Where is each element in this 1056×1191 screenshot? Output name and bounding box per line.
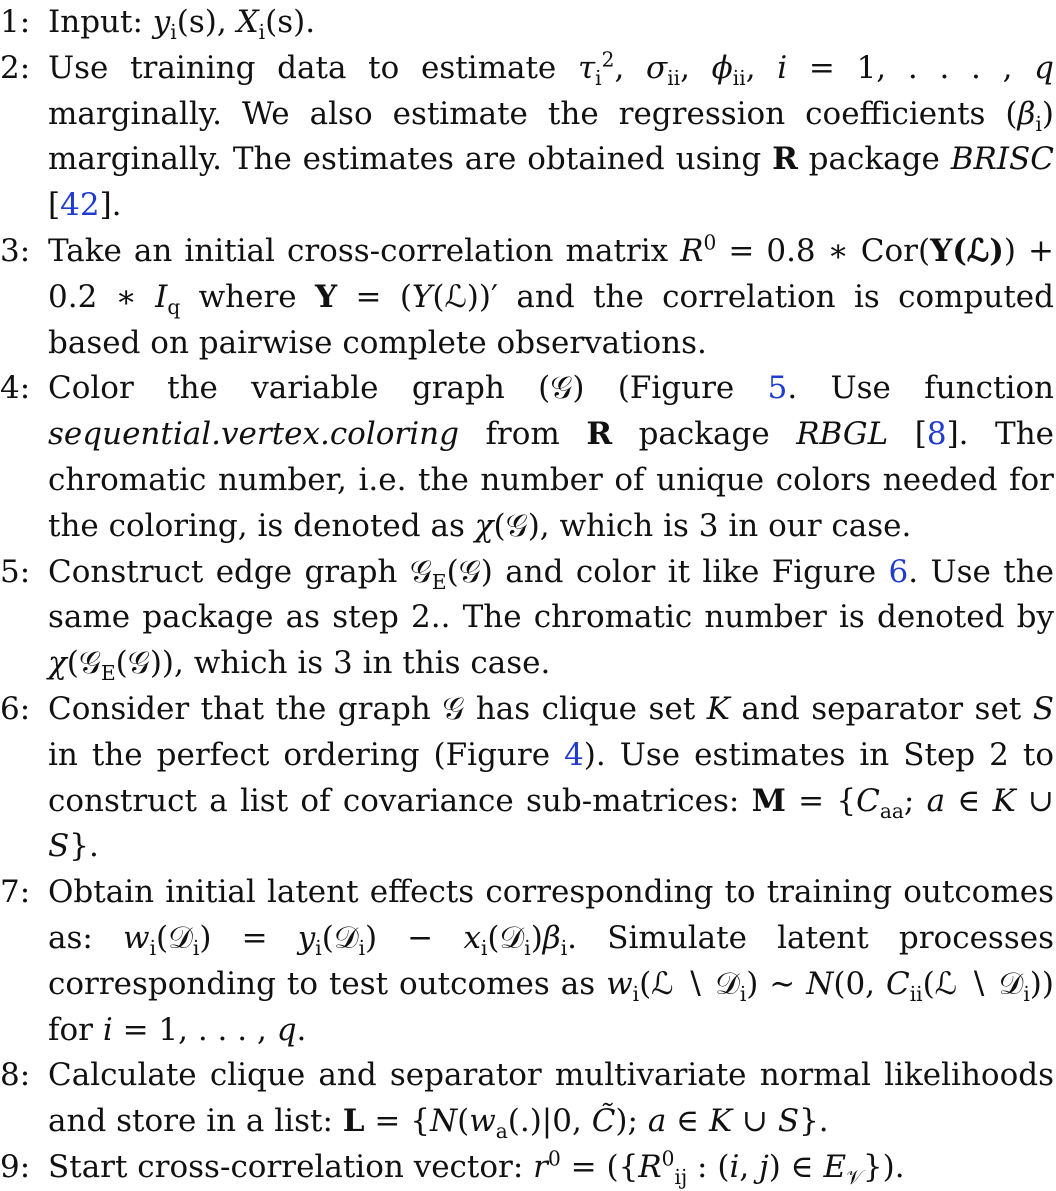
step-text-fragment: i bbox=[1035, 111, 1042, 136]
step-text-fragment: R bbox=[680, 232, 704, 269]
step-text-fragment: S bbox=[777, 1103, 800, 1140]
step-number: 7: bbox=[0, 874, 31, 911]
step-text-fragment: ) + 0.2 ∗ bbox=[48, 232, 1054, 315]
step-text-fragment: β bbox=[542, 919, 561, 956]
step-text-fragment: = { bbox=[364, 1103, 430, 1140]
step-text-fragment: ) bbox=[530, 919, 543, 956]
citation-link[interactable]: 8 bbox=[926, 416, 947, 453]
step-text-fragment: Start cross-correlation vector: bbox=[48, 1148, 534, 1185]
step-text-fragment: (𝒟 bbox=[321, 919, 359, 956]
step-text-fragment: i bbox=[149, 936, 157, 961]
step-text-fragment: 0 bbox=[703, 230, 717, 255]
step-text-fragment: ) marginally. The estimates are obtained using bbox=[48, 95, 1054, 178]
citation-link[interactable]: 4 bbox=[564, 736, 584, 773]
step-text-fragment: aa bbox=[879, 798, 904, 823]
step-text-fragment: q bbox=[167, 294, 181, 319]
step-text-fragment: . bbox=[296, 1011, 307, 1048]
step-text-fragment: , bbox=[745, 49, 778, 86]
step-text-fragment: ) = bbox=[199, 919, 298, 956]
step-text-fragment: . Use the same package as step 2.. The chromatic number is denoted by bbox=[48, 553, 1055, 636]
step-text-fragment: ∈ bbox=[945, 782, 993, 819]
step-text-fragment: ii bbox=[909, 981, 923, 1006]
step-text-fragment: BRISC bbox=[950, 141, 1055, 178]
step-text-fragment: E bbox=[431, 569, 447, 594]
step-text-fragment: . Use function bbox=[787, 370, 1054, 407]
step-text-fragment: (𝒢) and color it like Figure bbox=[446, 553, 889, 590]
step-text-fragment: ∪ bbox=[732, 1103, 778, 1140]
step-text-fragment: K bbox=[708, 1103, 733, 1140]
step-text-fragment: ∈ bbox=[666, 1103, 709, 1140]
algorithm-step bbox=[0, 229, 1054, 366]
step-text-fragment: r bbox=[533, 1148, 548, 1185]
step-text-fragment: ) − bbox=[365, 919, 464, 956]
step-text-fragment: ) bbox=[989, 232, 1004, 269]
step-text-fragment: RBGL bbox=[796, 416, 889, 453]
step-text-fragment: a bbox=[647, 1103, 667, 1140]
step-number: 6: bbox=[0, 690, 31, 727]
step-text-fragment: (0, bbox=[833, 965, 886, 1002]
citation-link[interactable]: 6 bbox=[888, 553, 909, 590]
step-text-fragment: β bbox=[1017, 95, 1036, 132]
step-text-fragment: Y bbox=[314, 278, 338, 315]
step-text-fragment: 2 bbox=[601, 47, 615, 72]
step-text-fragment: ij bbox=[674, 1165, 688, 1190]
step-text-fragment: ). Use estimates in Step 2 to construct a list of covariance sub-matrices: bbox=[48, 736, 1055, 819]
step-text bbox=[48, 1053, 1054, 1145]
step-number: 5: bbox=[0, 553, 31, 590]
step-text-fragment: a bbox=[495, 1119, 508, 1144]
algorithm-step bbox=[0, 1053, 1054, 1145]
step-text-fragment: S bbox=[48, 828, 70, 865]
step-text-fragment: Y bbox=[411, 278, 433, 315]
step-text-fragment: ii bbox=[667, 65, 681, 90]
step-text bbox=[48, 870, 1054, 1053]
step-text-fragment: y bbox=[152, 4, 171, 40]
step-text-fragment: 0 bbox=[661, 1146, 675, 1171]
step-text-fragment: C bbox=[856, 782, 880, 819]
step-text-fragment: (ℒ))′ and the correlation is computed based on pairwise complete observations. bbox=[48, 278, 1054, 361]
step-text-fragment: = 1, . . . , bbox=[787, 49, 1035, 86]
step-text-fragment: x bbox=[463, 919, 481, 956]
step-text-fragment: M bbox=[751, 782, 786, 819]
step-number: 9: bbox=[0, 1148, 31, 1185]
step-text-fragment: K bbox=[706, 690, 730, 727]
step-text-fragment: )) for bbox=[48, 965, 1054, 1048]
step-text-fragment: , bbox=[739, 1148, 760, 1185]
step-text-fragment: , bbox=[680, 49, 712, 86]
step-text-fragment: ∪ bbox=[1015, 782, 1055, 819]
step-text-fragment: where bbox=[180, 278, 315, 315]
step-text-fragment: (𝒢 bbox=[66, 645, 101, 682]
step-text-fragment: ) ∼ bbox=[746, 965, 807, 1002]
step-text-fragment: i bbox=[777, 49, 788, 86]
step-number: 1: bbox=[0, 4, 31, 40]
step-text-fragment: (s). bbox=[265, 4, 316, 40]
step-text-fragment: C̃ bbox=[591, 1103, 616, 1140]
step-text-fragment: i bbox=[632, 981, 640, 1006]
step-text-fragment: ) ∈ bbox=[768, 1148, 824, 1185]
step-text-fragment: i bbox=[258, 20, 266, 45]
step-text-fragment: package bbox=[797, 141, 951, 178]
step-text-fragment: χ bbox=[474, 507, 494, 544]
step-text-fragment: (𝒟 bbox=[487, 919, 525, 956]
step-text-fragment: Calculate clique and separator multivariate normal likelihoods and store in a list: bbox=[48, 1057, 1054, 1140]
step-text-fragment: i bbox=[480, 936, 488, 961]
step-text-fragment: i bbox=[560, 936, 568, 961]
step-text-fragment: i bbox=[1023, 981, 1030, 1006]
step-text-fragment: (𝒢), which is 3 in our case. bbox=[493, 507, 912, 544]
step-text-fragment: = { bbox=[785, 782, 857, 819]
step-number: 2: bbox=[0, 49, 31, 86]
step-text-fragment: (𝒟 bbox=[156, 919, 193, 956]
step-text-fragment: R bbox=[586, 416, 613, 453]
step-text-fragment: i bbox=[102, 1011, 113, 1048]
step-text-fragment: σ bbox=[646, 49, 668, 86]
step-text-fragment: j bbox=[759, 1148, 769, 1185]
step-text-fragment: : ( bbox=[687, 1148, 730, 1185]
algorithm-step bbox=[0, 870, 1054, 1053]
algorithm-step bbox=[0, 366, 1054, 549]
step-text-fragment: Y bbox=[930, 232, 953, 269]
algorithm-step bbox=[0, 46, 1054, 229]
step-text-fragment: i bbox=[524, 936, 531, 961]
step-text-fragment: from bbox=[458, 416, 587, 453]
step-text-fragment: }. bbox=[69, 828, 99, 865]
step-text-fragment: (s), bbox=[176, 4, 237, 40]
algorithm-step bbox=[0, 0, 1054, 46]
algorithm-step bbox=[0, 1145, 1054, 1191]
step-text-fragment: [ bbox=[888, 416, 927, 453]
step-text-fragment: i bbox=[739, 981, 747, 1006]
step-text-fragment: L bbox=[342, 1103, 365, 1140]
step-text-fragment: E bbox=[823, 1148, 847, 1185]
step-number: 8: bbox=[0, 1057, 31, 1094]
step-text-fragment: Color the variable graph (𝒢) (Figure bbox=[48, 370, 768, 407]
step-text-fragment: , bbox=[614, 49, 647, 86]
step-text-fragment: in the perfect ordering (Figure bbox=[48, 736, 565, 773]
step-text-fragment: E bbox=[100, 661, 116, 686]
step-text-fragment: C bbox=[885, 965, 910, 1002]
step-number: 4: bbox=[0, 370, 31, 407]
citation-link[interactable]: 42 bbox=[60, 187, 100, 224]
step-text-fragment: i bbox=[358, 936, 366, 961]
step-text-fragment: I bbox=[155, 278, 168, 315]
step-text-fragment: Construct edge graph 𝒢 bbox=[48, 553, 432, 590]
step-text-fragment: ℒ bbox=[966, 232, 990, 269]
step-text-fragment: X bbox=[236, 4, 259, 40]
step-text-fragment: [ bbox=[48, 187, 61, 224]
step-text-fragment: R bbox=[772, 141, 798, 178]
step-text-fragment: ; bbox=[903, 782, 927, 819]
step-text-fragment: N bbox=[429, 1103, 458, 1140]
step-text-fragment: = 1, . . . , bbox=[112, 1011, 277, 1048]
step-text-fragment: i bbox=[192, 936, 200, 961]
step-text-fragment: i bbox=[595, 65, 602, 90]
step-text bbox=[48, 0, 1054, 46]
step-text-fragment: S bbox=[1032, 690, 1054, 727]
step-text-fragment: K bbox=[992, 782, 1016, 819]
citation-link[interactable]: 5 bbox=[767, 370, 788, 407]
step-text-fragment: ii bbox=[732, 65, 746, 90]
step-text-fragment: (𝒢)), which is 3 in this case. bbox=[115, 645, 551, 682]
step-text bbox=[48, 46, 1054, 229]
step-text-fragment: (.)|0, bbox=[507, 1103, 592, 1140]
step-text-fragment: ]. bbox=[99, 187, 122, 224]
step-text-fragment: q bbox=[276, 1011, 297, 1048]
step-text-fragment: q bbox=[1034, 49, 1054, 86]
step-text-fragment: }. bbox=[799, 1103, 829, 1140]
step-text bbox=[48, 687, 1054, 870]
step-text bbox=[48, 229, 1054, 366]
step-text-fragment: R bbox=[638, 1148, 662, 1185]
step-text-fragment: = ({ bbox=[560, 1148, 639, 1185]
step-text-fragment: 𝒱 bbox=[846, 1165, 863, 1190]
step-text-fragment: ( bbox=[952, 232, 967, 269]
step-text-fragment: package bbox=[612, 416, 797, 453]
step-text-fragment: sequential.vertex.coloring bbox=[48, 416, 459, 453]
step-text-fragment: marginally. We also estimate the regression coefficients ( bbox=[48, 95, 1018, 132]
step-text-fragment: τ bbox=[578, 49, 596, 86]
step-text-fragment: and separator set bbox=[729, 690, 1033, 727]
step-text-fragment: N bbox=[806, 965, 834, 1002]
step-text-fragment: = ( bbox=[337, 278, 412, 315]
step-text-fragment: . Simulate latent processes corresponding to test outcomes as bbox=[48, 919, 1055, 1002]
algorithm-step bbox=[0, 550, 1054, 687]
step-text-fragment: ); bbox=[615, 1103, 648, 1140]
step-text-fragment: ]. The chromatic number, i.e. the number of unique colors needed for the coloring, is denoted as bbox=[48, 416, 1055, 544]
step-text-fragment: ( bbox=[457, 1103, 470, 1140]
step-text-fragment: (ℒ ∖ 𝒟 bbox=[922, 965, 1024, 1002]
step-text-fragment: w bbox=[123, 919, 150, 956]
step-text-fragment: 0 bbox=[548, 1146, 561, 1171]
step-text bbox=[48, 550, 1054, 687]
step-text-fragment: }). bbox=[862, 1148, 905, 1185]
step-text-fragment: Obtain initial latent effects corresponding to training outcomes as: bbox=[48, 874, 1054, 956]
step-text-fragment: w bbox=[606, 965, 633, 1002]
step-text-fragment: w bbox=[469, 1103, 496, 1140]
step-text-fragment: i bbox=[315, 936, 322, 961]
step-text-fragment: y bbox=[297, 919, 316, 956]
step-text-fragment: χ bbox=[48, 645, 67, 682]
step-text-fragment: Input: bbox=[48, 4, 153, 40]
step-number: 3: bbox=[0, 232, 31, 269]
step-text-fragment: ϕ bbox=[711, 49, 733, 86]
step-text-fragment: Consider that the graph 𝒢 has clique set bbox=[48, 690, 707, 727]
step-text-fragment: i bbox=[170, 20, 177, 45]
algorithm-step bbox=[0, 687, 1054, 870]
step-text-fragment: = 0.8 ∗ Cor( bbox=[716, 232, 931, 269]
step-text-fragment: Use training data to estimate bbox=[48, 49, 578, 86]
step-text bbox=[48, 366, 1054, 549]
step-text-fragment: a bbox=[926, 782, 946, 819]
step-text-fragment: (ℒ ∖ 𝒟 bbox=[639, 965, 740, 1002]
step-text-fragment: i bbox=[729, 1148, 740, 1185]
step-text bbox=[48, 1145, 1054, 1191]
step-text-fragment: Take an initial cross-correlation matrix bbox=[48, 232, 681, 269]
